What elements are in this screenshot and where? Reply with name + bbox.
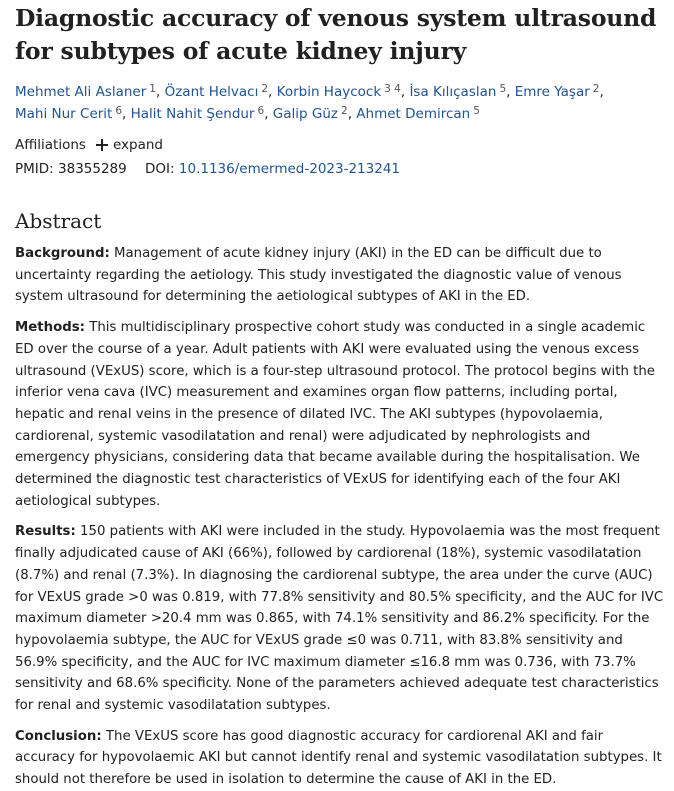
pmid-label: PMID: [15, 161, 54, 177]
author-item: Galip Güz $^2$, [272, 105, 357, 122]
author-item: Emre Yaşar $^2$, [514, 83, 604, 100]
plus-icon [96, 139, 108, 151]
author-link[interactable]: Mahi Nur Cerit [15, 106, 113, 122]
abstract-section-methods [15, 317, 665, 512]
pmid-value: 38355289 [58, 161, 127, 177]
affiliations-label: Affiliations [15, 137, 86, 153]
affiliation-ref[interactable]: 6 [115, 105, 123, 117]
section-label: Results: [15, 524, 76, 540]
section-label: Background: [15, 246, 110, 261]
author-link[interactable]: Galip Güz [272, 106, 338, 122]
author-item: İsa Kılıçaslan $^5$, [409, 83, 515, 100]
abstract-section-background [15, 243, 665, 308]
author-link[interactable]: Emre Yaşar [514, 84, 590, 100]
article-header [15, 0, 665, 791]
author-item: Korbin Haycock $^{3 4}$, [276, 83, 410, 100]
section-text: This multidisciplinary prospective cohort study was conducted in a single academic ED over the course of a year. Adult patients with AKI were evaluated using the venous excess ultrasound (VExUS) score, which is a four-step ultrasound protocol. The protocol begins with the inferior vena cava (IVC) measurement and examines organ flow patterns, including portal, hepatic and renal veins in the presence of dilated IVC. The AKI subtypes (hypovolaemia, cardiorenal, systemic vasodilatation and renal) were adjudicated by nephrologists and emergency physicians, considering data that became available during the hospitalisation. We determined the diagnostic test characteristics of VExUS for identifying each of the four AKI aetiological subtypes. [15, 320, 655, 509]
author-link[interactable]: İsa Kılıçaslan [409, 84, 497, 100]
author-link[interactable]: Özant Helvacı [164, 84, 259, 100]
author-link[interactable]: Korbin Haycock [276, 84, 382, 100]
author-link[interactable]: Mehmet Ali Aslaner [15, 84, 147, 100]
section-text: The VExUS score has good diagnostic accuracy for cardiorenal AKI and fair accuracy for hypovolaemic AKI but cannot identify renal and systemic vasodilatation subtypes. It should not therefore be used in isolation to determine the cause of AKI in the ED. [15, 728, 662, 788]
abstract-section-results [15, 521, 665, 716]
abstract-heading: Abstract [15, 209, 102, 233]
doi-label: DOI: [145, 161, 175, 177]
author-link[interactable]: Ahmet Demircan [356, 106, 471, 122]
affiliations-row [15, 135, 665, 155]
author-item [356, 106, 480, 122]
affiliation-ref[interactable]: 1 [149, 83, 156, 95]
doi-link[interactable]: 10.1136/emermed-2023-213241 [178, 161, 400, 177]
author-item: Halit Nahit Şendur $^6$, [130, 105, 273, 122]
identifiers-row [15, 159, 665, 179]
author-item: Mahi Nur Cerit $^6$, [15, 105, 131, 122]
affiliation-ref[interactable]: 2 [261, 83, 269, 95]
affiliation-ref[interactable]: 5 [473, 105, 480, 117]
affiliation-ref[interactable]: 6 [257, 105, 265, 117]
abstract-section-conclusion [15, 726, 665, 791]
expand-label: expand [112, 137, 163, 153]
affiliation-ref[interactable]: 2 [341, 105, 348, 117]
author-link[interactable]: Halit Nahit Şendur [130, 106, 255, 122]
section-label: Methods: [15, 320, 85, 336]
affiliation-ref[interactable]: 5 [499, 83, 507, 95]
affiliation-ref[interactable]: 3 4 [384, 83, 401, 95]
author-item: Özant Helvacı $^2$, [164, 83, 277, 100]
author-list [15, 81, 665, 125]
section-text: 150 patients with AKI were included in the study. Hypovolaemia was the most frequent finally adjudicated cause of AKI (66%), followed by cardiorenal (18%), systemic vasodilatation (8.7%) and renal (7.3%). In diagnosing the cardiorenal subtype, the area under the curve (AUC) for VExUS grade >0 was 0.819, with 77.8% sensitivity and 80.5% specificity, and the AUC for IVC maximum diameter >20.4 mm was 0.865, with 74.1% sensitivity and 86.2% specificity. For the hypovolaemia subtype, the AUC for VExUS grade ≤0 was 0.711, with 83.8% sensitivity and 56.9% specificity, and the AUC for IVC maximum diameter ≤16.8 mm was 0.736, with 73.7% sensitivity and 68.6% specificity. None of the parameters achieved adequate test characteristics for renal and systemic vasodilatation subtypes. [15, 524, 664, 714]
section-label: Conclusion: [15, 728, 102, 744]
expand-affiliations-button[interactable] [96, 135, 163, 155]
author-item: Mehmet Ali Aslaner $^1$, [15, 83, 165, 100]
article-title: Diagnostic accuracy of venous system ultrasound for subtypes of acute kidney injury [15, 4, 657, 65]
affiliation-ref[interactable]: 2 [592, 83, 600, 95]
section-text: Management of acute kidney injury (AKI) in the ED can be difficult due to uncertainty regarding the aetiology. This study investigated the diagnostic value of venous system ultrasound for determining the aetiological subtypes of AKI in the ED. [15, 246, 622, 305]
